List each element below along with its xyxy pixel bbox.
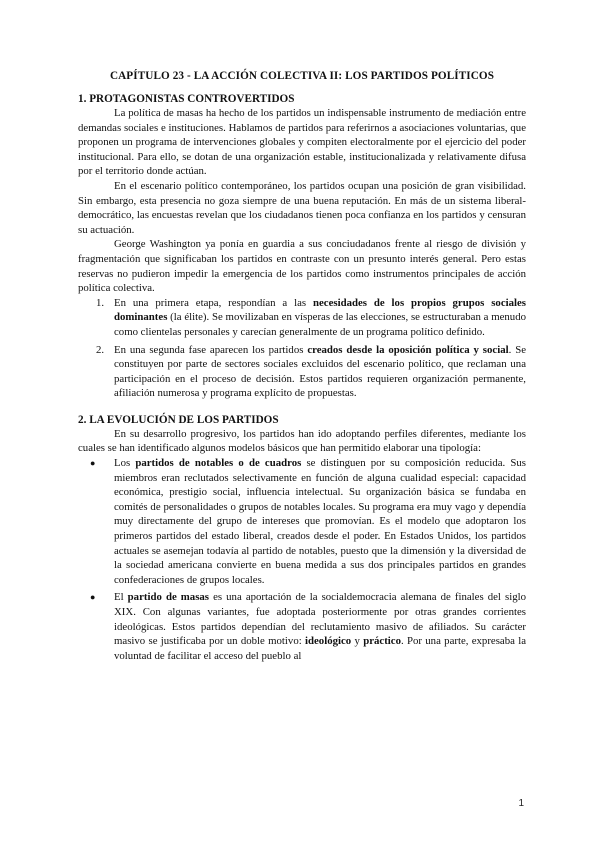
list-emphasis: partido de masas	[127, 591, 210, 604]
list-text: En una segunda fase aparecen los partidos	[114, 343, 308, 356]
list-text: Los	[114, 457, 136, 470]
chapter-title: CAPÍTULO 23 - LA ACCIÓN COLECTIVA II: LOS PARTIDOS POLÍTICOS	[109, 70, 495, 82]
paragraph: George Washington ya ponía en guardia a sus conciudadanos frente al riesgo de división y fragmentación que significaban los partidos en contraste con un presunto interés general. Pero estas reservas no pudieron impedir la emergencia de los partidos como instrumentos principales de acción política colectiva.	[78, 238, 526, 295]
list-emphasis: creados desde la oposición política y social	[307, 343, 509, 356]
section-heading-protagonistas: 1. PROTAGONISTAS CONTROVERTIDOS	[78, 93, 295, 105]
list-emphasis: partidos de notables o de cuadros	[135, 457, 302, 470]
list-item	[78, 456, 526, 587]
list-text: (la élite). Se movilizaban en vísperas de las elecciones, se estructuraban a menudo como clientelas personales y carecían generalmente de un programa político definido.	[114, 311, 526, 338]
list-emphasis: práctico	[363, 635, 401, 648]
list-text: El	[114, 591, 128, 604]
page-number: 1	[518, 798, 524, 809]
list-text: . Se constituyen por parte de sectores sociales excluidos del escenario político, que reclaman una participación en el proceso de decisión. Estos partidos requieren organización permanente, afiliación numerosa y programa explícito de propuestas.	[114, 343, 526, 400]
list-number: 1.	[96, 296, 105, 309]
list-item	[78, 296, 526, 340]
list-text: y	[351, 635, 364, 648]
document-page	[78, 70, 526, 666]
paragraph: La política de masas ha hecho de los partidos un indispensable instrumento de mediación entre demandas sociales e instituciones. Hablamos de partidos para referirnos a asociaciones voluntarias, que proponen un programa de intervenciones globales y compiten electoralmente por el ejercicio del poder institucional. Para ello, se dotan de una organización estable, institucionalizada y relativamente difusa por el territorio donde actúan.	[78, 107, 526, 178]
paragraph: En el escenario político contemporáneo, los partidos ocupan una posición de gran visibilidad. Sin embargo, esta presencia no goza siempre de una buena reputación. En más de un sistema liberal-democrático, las encuestas revelan que los ciudadanos tienen poca confianza en los partidos y censuran su actuación.	[78, 179, 526, 236]
list-number: 2.	[96, 343, 105, 356]
list-text: se distinguen por su composición reducida. Sus miembros eran reclutados selectivamente en función de alguna cualidad especial: capacidad económica, prestigio social, influencia intelectual. Su organización básica se fundaba en comités de personalidades o grupos de notables locales. Su programa era muy vago y dependía muy directamente del grupo de intereses que promovían. Es el modelo que adoptaron los primeros partidos del estado liberal, creados desde el poder. En Estados Unidos, los partidos actuales se asemejan todavía al partido de notables, puesto que la dimensión y la diversidad de la sociedad americana convierte en buena medida a sus dos principales partidos en grandes confederaciones de grupos locales.	[114, 457, 526, 586]
list-text: . Por una parte, expresaba la voluntad de facilitar el acceso del pueblo al	[114, 635, 526, 662]
numbered-list	[78, 296, 526, 401]
list-item	[78, 590, 526, 663]
list-item	[78, 343, 526, 401]
list-text: es una aportación de la socialdemocracia alemana de finales del siglo XIX. Con algunas variantes, fue adoptada posteriormente por otras grandes corrientes ideológicas. Estos partidos dependían del reclutamiento masivo de afiliados. Su carácter masivo se justificaba por un doble motivo:	[114, 591, 526, 648]
list-text: En una primera etapa, respondían a las	[114, 296, 313, 309]
list-emphasis: necesidades de los propios grupos sociales dominantes	[114, 296, 526, 324]
list-emphasis: ideológico	[305, 635, 352, 648]
paragraph: En su desarrollo progresivo, los partidos han ido adoptando perfiles diferentes, mediante los cuales se han identificado algunos modelos básicos que han permitido elaborar una tipología:	[78, 427, 526, 455]
bullet-icon: ●	[90, 458, 96, 469]
bullet-icon: ●	[90, 592, 96, 603]
section-heading-evolucion: 2. LA EVOLUCIÓN DE LOS PARTIDOS	[78, 413, 279, 426]
bullet-list	[78, 456, 526, 663]
